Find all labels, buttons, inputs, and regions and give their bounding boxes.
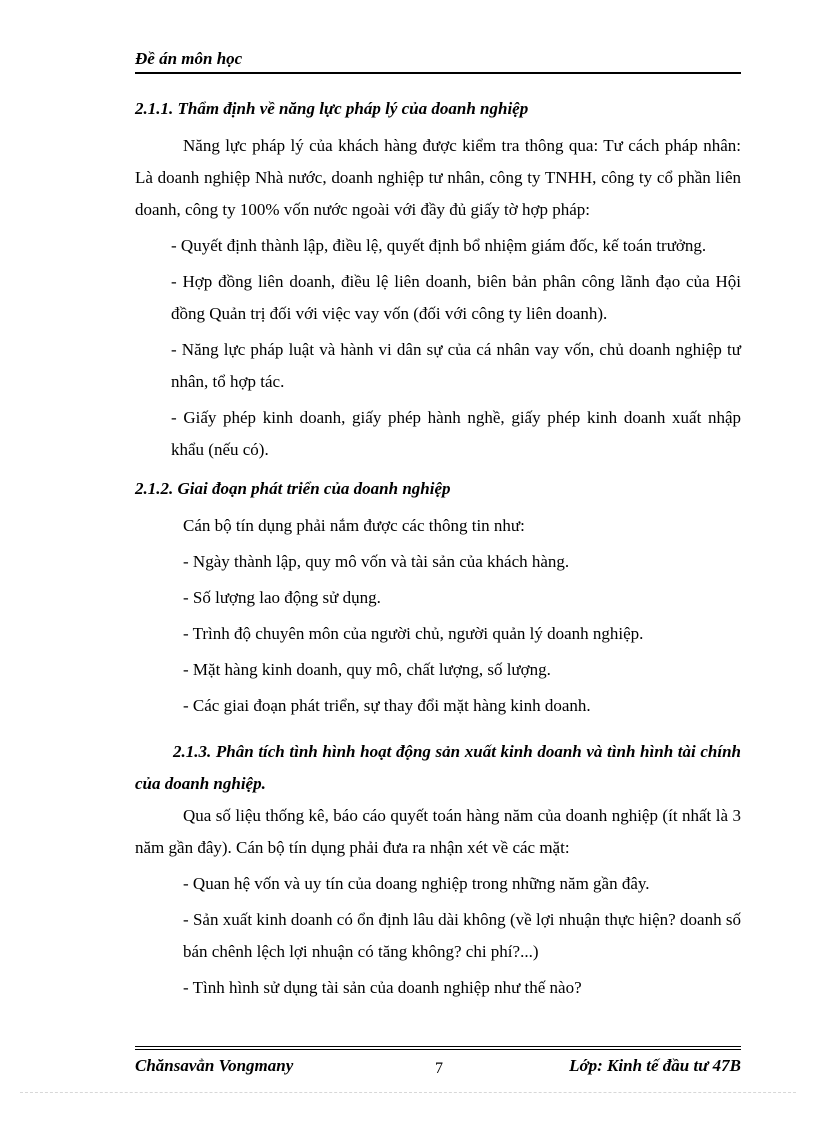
section-heading: 2.1.3. Phân tích tình hình hoạt động sản xuất kinh doanh và tình hình tài chính của doanh nghiệp. xyxy=(135,742,741,793)
page-footer xyxy=(135,1046,741,1086)
section-2-1-3 xyxy=(135,736,741,1004)
list-item: - Tình hình sử dụng tài sản của doanh nghiệp như thế nào? xyxy=(183,978,582,997)
page-edge-divider xyxy=(20,1092,796,1093)
footer-rule xyxy=(135,1049,741,1050)
list-item: - Số lượng lao động sử dụng. xyxy=(183,588,381,607)
list-item: - Quan hệ vốn và uy tín của doang nghiệp trong những năm gần đây. xyxy=(183,874,650,893)
list-item: - Sản xuất kinh doanh có ổn định lâu dài không (về lợi nhuận thực hiện? doanh số bán chênh lệch lợi nhuận có tăng không? chi phí?...) xyxy=(183,910,741,961)
page-number: 7 xyxy=(435,1060,443,1077)
section-2-1-1 xyxy=(135,96,741,466)
list-item: - Trình độ chuyên môn của người chủ, người quản lý doanh nghiệp. xyxy=(183,624,644,643)
list-item: - Các giai đoạn phát triển, sự thay đổi mặt hàng kinh doanh. xyxy=(183,696,591,715)
section-intro: Năng lực pháp lý của khách hàng được kiểm tra thông qua: Tư cách pháp nhân: Là doanh nghiệp Nhà nước, doanh nghiệp tư nhân, công ty TNHH, công ty cổ phần liên doanh, công ty 100% vốn nước ngoài với đầy đủ giấy tờ hợp pháp: xyxy=(135,136,741,219)
page-header xyxy=(135,48,741,74)
section-intro: Cán bộ tín dụng phải nắm được các thông tin như: xyxy=(183,516,525,535)
section-heading: 2.1.2. Giai đoạn phát triển của doanh nghiệp xyxy=(135,479,451,498)
footer-author: Chănsavẳn Vongmany xyxy=(135,1056,294,1075)
header-title: Đề án môn học xyxy=(135,49,243,68)
list-item: - Mặt hàng kinh doanh, quy mô, chất lượng, số lượng. xyxy=(183,660,551,679)
list-item: - Ngày thành lập, quy mô vốn và tài sản của khách hàng. xyxy=(183,552,570,571)
list-item: - Hợp đồng liên doanh, điều lệ liên doanh, biên bản phân công lãnh đạo của Hội đồng Quản trị đối với việc vay vốn (đối với công ty liên doanh). xyxy=(171,272,741,323)
section-2-1-2 xyxy=(135,476,741,722)
footer-rule xyxy=(135,1046,741,1047)
footer-row xyxy=(135,1056,741,1086)
list-item: - Quyết định thành lập, điều lệ, quyết định bổ nhiệm giám đốc, kế toán trưởng. xyxy=(171,236,707,255)
section-heading: 2.1.1. Thẩm định về năng lực pháp lý của doanh nghiệp xyxy=(135,99,529,118)
list-item: - Năng lực pháp luật và hành vi dân sự của cá nhân vay vốn, chủ doanh nghiệp tư nhân, tổ hợp tác. xyxy=(171,340,741,391)
footer-class: Lớp: Kinh tế đầu tư 47B xyxy=(569,1056,741,1075)
header-rule xyxy=(135,72,741,74)
section-intro: Qua số liệu thống kê, báo cáo quyết toán hàng năm của doanh nghiệp (ít nhất là 3 năm gần đây). Cán bộ tín dụng phải đưa ra nhận xét về các mặt: xyxy=(135,806,741,857)
list-item: - Giấy phép kinh doanh, giấy phép hành nghề, giấy phép kinh doanh xuất nhập khẩu (nếu có). xyxy=(171,408,741,459)
page-content xyxy=(135,96,741,1004)
